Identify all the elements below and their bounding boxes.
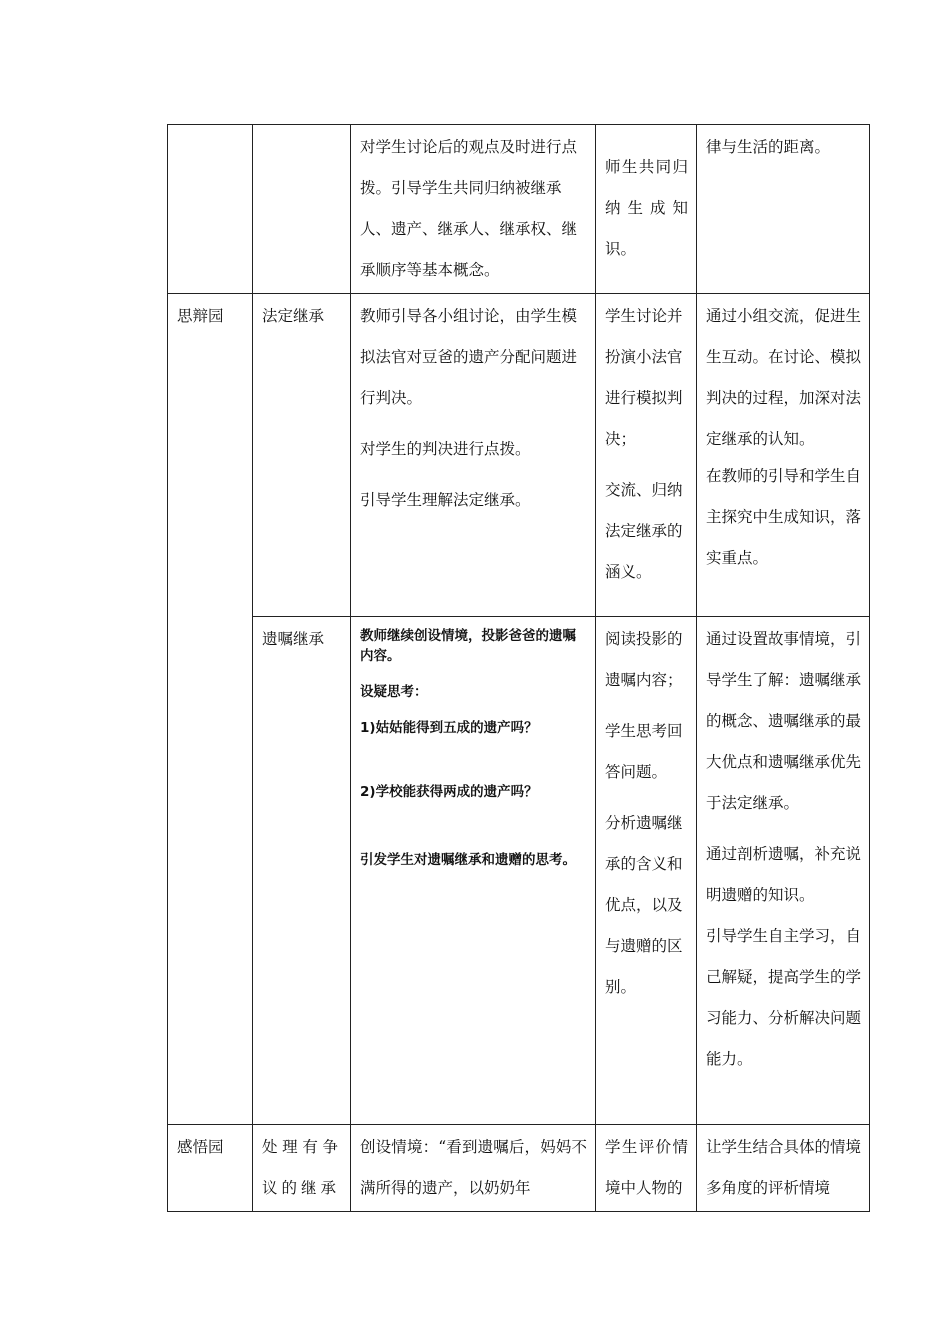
- student-text: 学生评价情境中人物的: [605, 1138, 688, 1197]
- table-row: [168, 294, 870, 617]
- topic-cell: [253, 125, 351, 294]
- teacher-text: 教师引导各小组讨论，由学生模拟法官对豆爸的遗产分配问题进行判决。: [360, 307, 578, 407]
- student-text: 阅读投影的遗嘱内容；: [605, 630, 683, 689]
- topic-cell: 法定继承: [253, 294, 351, 617]
- intent-text: 律与生活的距离。: [706, 138, 831, 156]
- projected-slide-text: [360, 626, 587, 870]
- section-cell: 思辩园: [168, 294, 253, 1125]
- teacher-text: 对学生的判决进行点拨。: [360, 440, 531, 458]
- table-row: [168, 125, 870, 294]
- design-intent-cell: [697, 125, 870, 294]
- student-text: 师生共同归纳生成知识。: [605, 158, 688, 258]
- section-cell: [168, 125, 253, 294]
- table-row: [168, 1125, 870, 1212]
- intent-text: 让学生结合具体的情境多角度的评析情境: [706, 1138, 862, 1197]
- teacher-text: 引发学生对遗嘱继承和遗赠的思考。: [360, 852, 576, 868]
- teacher-activity-cell: [351, 125, 596, 294]
- intent-text: 在教师的引导和学生自主探究中生成知识，落实重点。: [706, 467, 862, 567]
- student-text: 分析遗嘱继承的含义和优点，以及与遗赠的区别。: [605, 814, 683, 996]
- teacher-text: 教师继续创设情境，投影爸爸的遗嘱内容。: [360, 628, 576, 664]
- student-activity-cell: [596, 125, 697, 294]
- table-row: [168, 617, 870, 1125]
- intent-text: 通过剖析遗嘱，补充说明遗赠的知识。: [706, 845, 862, 904]
- teacher-activity-cell: [351, 617, 596, 1125]
- teacher-text: 2)学校能获得两成的遗产吗？: [360, 784, 538, 800]
- design-intent-cell: [697, 1125, 870, 1212]
- student-activity-cell: [596, 617, 697, 1125]
- student-activity-cell: [596, 1125, 697, 1212]
- section-cell: 感悟园: [168, 1125, 253, 1212]
- student-activity-cell: [596, 294, 697, 617]
- topic-cell: 处理有争议的继承: [253, 1125, 351, 1212]
- intent-text: 引导学生自主学习，自己解疑，提高学生的学习能力、分析解决问题能力。: [706, 927, 862, 1068]
- teacher-text: 设疑思考：: [360, 684, 428, 700]
- teacher-activity-cell: [351, 294, 596, 617]
- topic-cell: 遗嘱继承: [253, 617, 351, 1125]
- teacher-text: 对学生讨论后的观点及时进行点拨。引导学生共同归纳被继承人、遗产、继承人、继承权、继承顺序等基本概念。: [360, 138, 578, 279]
- teacher-text: 1)姑姑能得到五成的遗产吗？: [360, 720, 538, 736]
- student-text: 学生讨论并扮演小法官进行模拟判决；: [605, 307, 683, 448]
- teacher-text: 创设情境：“看到遗嘱后，妈妈不满所得的遗产，以奶奶年: [360, 1138, 587, 1197]
- teacher-text: 引导学生理解法定继承。: [360, 491, 531, 509]
- intent-text: 通过设置故事情境，引导学生了解：遗嘱继承的概念、遗嘱继承的最大优点和遗嘱继承优先于法定继承。: [706, 630, 862, 812]
- lesson-plan-table: [167, 124, 870, 1212]
- student-text: 学生思考回答问题。: [605, 722, 683, 781]
- teacher-activity-cell: [351, 1125, 596, 1212]
- design-intent-cell: [697, 617, 870, 1125]
- student-text: 交流、归纳法定继承的涵义。: [605, 481, 683, 581]
- design-intent-cell: [697, 294, 870, 617]
- intent-text: 通过小组交流，促进生生互动。在讨论、模拟判决的过程，加深对法定继承的认知。: [706, 307, 862, 448]
